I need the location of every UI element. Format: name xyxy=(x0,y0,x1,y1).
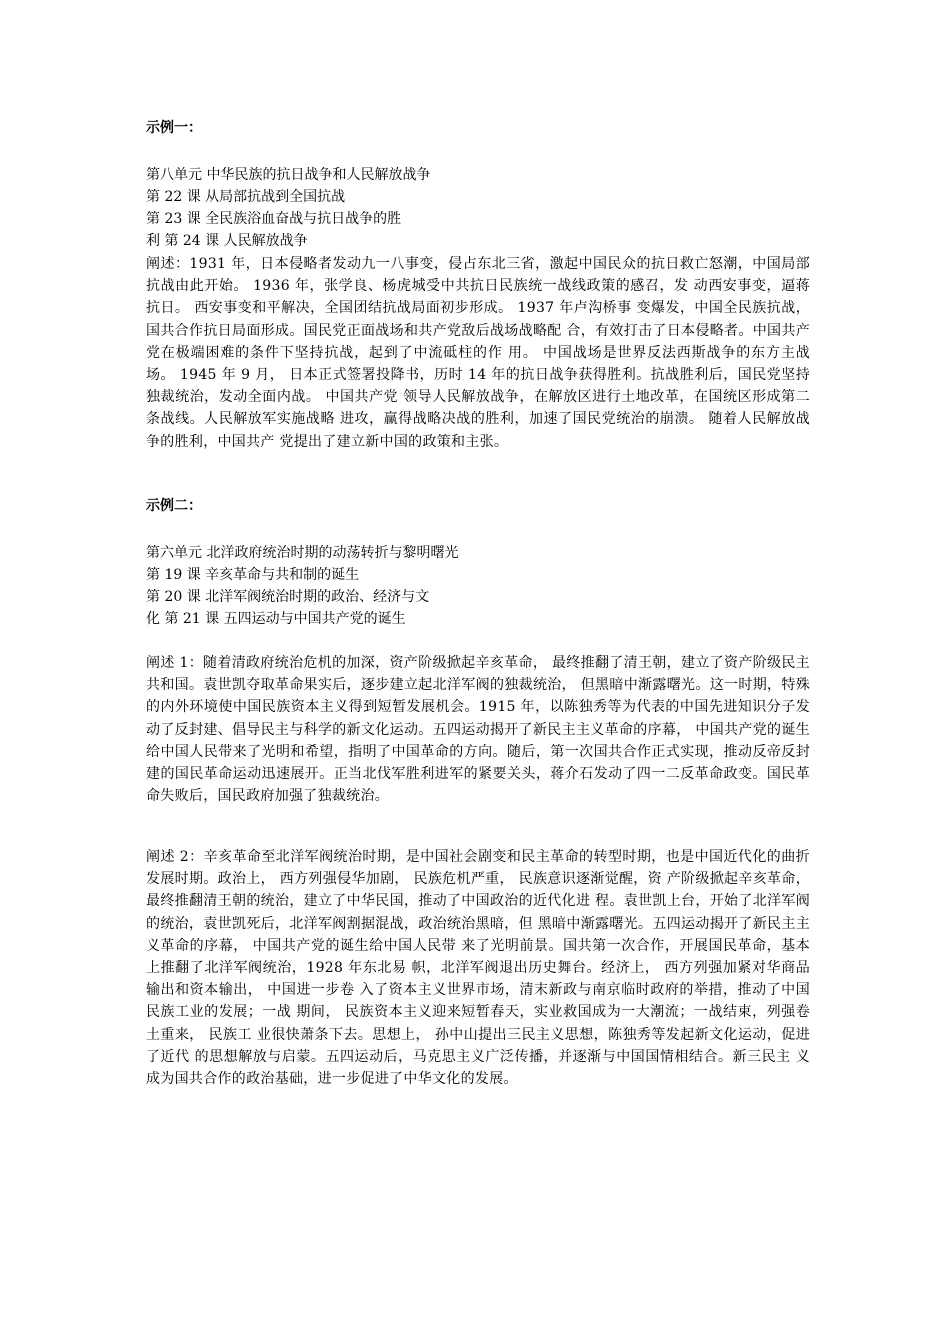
example-one-lesson-line: 第 23 课 全民族浴血奋战与抗日战争的胜 xyxy=(146,211,402,227)
example-two-title: 示例二： xyxy=(146,498,202,514)
example-two-lesson-line: 第 19 课 辛亥革命与共和制的诞生 xyxy=(146,567,360,583)
example-two-lesson-line: 第 20 课 北洋军阀统治时期的政治、经济与文 xyxy=(146,589,430,605)
example-one-paragraph: 阐述：1931 年，日本侵略者发动九一八事变，侵占东北三省，激起中国民众的抗日救亡怒潮，中国局部抗战由此开始。 1936 年，张学良、杨虎城受中共抗日民族统一战线政策的感召，发 动西安事变，逼蒋抗日。 西安事变和平解决，全国团结抗战局面初步形成。 1937 年卢沟桥事 变爆发，中国全民族抗战，国共合作抗日局面形成。国民党正面战场和共产党敌后战场战略配 合，有效打击了日本侵略者。中国共产党在极端困难的条件下坚持抗战，起到了中流砥柱的作 用。 中国战场是世界反法西斯战争的东方主战场。 1945 年 9 月， 日本正式签署投降书，历时 14 年的抗日战争获得胜利。抗战胜利后，国民党坚持独裁统治，发动全面内战。 中国共产党 领导人民解放战争，在解放区进行土地改革，在国统区形成第二条战线。人民解放军实施战略 进攻，赢得战略决战的胜利，加速了国民党统治的崩溃。 随着人民解放战争的胜利，中国共产 党提出了建立新中国的政策和主张。 xyxy=(146,256,810,450)
example-two-paragraph-one: 阐述 1：随着清政府统治危机的加深，资产阶级掀起辛亥革命， 最终推翻了清王朝，建立了资产阶级民主共和国。袁世凯夺取革命果实后，逐步建立起北洋军阀的独裁统治， 但黑暗中渐露曙光。这一时期，特殊的内外环境使中国民族资本主义得到短暂发展机会。1915 年，以陈独秀等为代表的中国先进知识分子发动了反封建、倡导民主与科学的新文化运动。五四运动揭开了新民主主义革命的序幕， 中国共产党的诞生给中国人民带来了光明和希望，指明了中国革命的方向。随后，第一次国共合作正式实现，推动反帝反封建的国民革命运动迅速展开。正当北伐军胜利进军的紧要关头，蒋介石发动了四一二反革命政变。国民革命失败后，国民政府加强了独裁统治。 xyxy=(146,655,810,805)
example-one-lesson-line: 利 第 24 课 人民解放战争 xyxy=(146,233,308,249)
example-two-lesson-line: 化 第 21 课 五四运动与中国共产党的诞生 xyxy=(146,611,406,627)
example-two-paragraph-two: 阐述 2：辛亥革命至北洋军阀统治时期，是中国社会剧变和民主革命的转型时期，也是中国近代化的曲折发展时期。政治上， 西方列强侵华加剧， 民族危机严重， 民族意识逐渐觉醒，资 产阶级掀起辛亥革命，最终推翻清王朝的统治，建立了中华民国，推动了中国政治的近代化进 程。袁世凯上台，开始了北洋军阀的统治，袁世凯死后，北洋军阀割据混战，政治统治黑暗，但 黑暗中渐露曙光。五四运动揭开了新民主主义革命的序幕， 中国共产党的诞生给中国人民带 来了光明前景。国共第一次合作，开展国民革命，基本上推翻了北洋军阀统治，1928 年东北易 帜，北洋军阀退出历史舞台。经济上， 西方列强加紧对华商品输出和资本输出， 中国进一步卷 入了资本主义世界市场，清末新政与南京临时政府的举措，推动了中国民族工业的发展；一战 期间， 民族资本主义迎来短暂春天，实业救国成为一大潮流；一战结束，列强卷土重来， 民族工 业很快萧条下去。思想上， 孙中山提出三民主义思想，陈独秀等发起新文化运动，促进了近代 的思想解放与启蒙。五四运动后，马克思主义广泛传播，并逐渐与中国国情相结合。新三民主 义成为国共合作的政治基础，进一步促进了中华文化的发展。 xyxy=(146,849,810,1088)
example-one-unit-line: 第八单元 中华民族的抗日战争和人民解放战争 xyxy=(146,167,431,183)
example-one-lesson-line: 第 22 课 从局部抗战到全国抗战 xyxy=(146,189,346,205)
example-one-title: 示例一： xyxy=(146,120,202,136)
example-two-unit-line: 第六单元 北洋政府统治时期的动荡转折与黎明曙光 xyxy=(146,545,459,561)
